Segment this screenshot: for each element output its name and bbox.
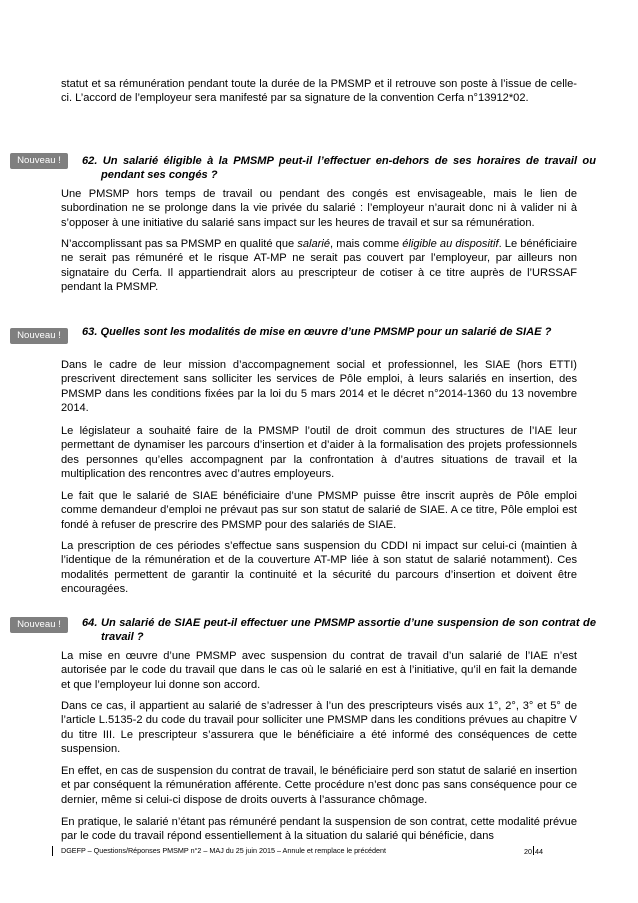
section-63-paragraph-2: Le législateur a souhaité faire de la PMSMP l’outil de droit commun des structures de l’IAE leur permettant de dynamiser les parcours d’insertion et d’aider à la formalisation des projets professionnels des personnes qu’elles accompagnent par la confrontation à d’autres situations de travail et la multiplication des rencontres avec d’autres employeurs. — [61, 425, 577, 481]
section-62-paragraph-2: N’accomplissant pas sa PMSMP en qualité que salarié, mais comme éligible au dispositif. Le bénéficiaire ne serait pas rémunéré et le risque AT-MP ne serait pas couvert par l’employeur, par ailleurs non signataire du Cerfa. Il appartiendrait alors au prescripteur de cotiser à ce titre auprès de l’URSSAF pendant la PMSMP. — [61, 238, 577, 294]
page-total: 44 — [535, 847, 543, 856]
new-badge-62: Nouveau ! — [10, 153, 68, 169]
footer-divider — [533, 846, 534, 855]
section-63-paragraph-4: La prescription de ces périodes s’effectue sans suspension du CDDI ni impact sur celui-ci (maintien à l’identique de la rémunération et de la couverture AT-MP liée à son statut de salarié notamment). Ces modalités permettent de garantir la continuité et la sécurité du parcours d’insertion et doivent être encouragées. — [61, 540, 577, 596]
section-64-paragraph-3: En effet, en cas de suspension du contrat de travail, le bénéficiaire perd son statut de salarié en insertion et par conséquent la rémunération afférente. Cette procédure n’est donc pas sans conséquence pour ce dernier, même si celui-ci dispose de droits ouverts à l’assurance chômage. — [61, 765, 577, 806]
section-62-paragraph-1: Une PMSMP hors temps de travail ou pendant des congés est envisageable, mais le lien de subordination ne se prolonge dans la vie privée du salarié : l’employeur n’aurait donc ni à valider ni à s’opposer à une initiative du salarié sans impact sur les heures de travail et sur sa rémunération. — [61, 188, 577, 229]
section-63-paragraph-1: Dans le cadre de leur mission d’accompagnement social et professionnel, les SIAE (hors ETTI) prescrivent directement sans solliciter les services de Pôle emploi, à leurs salariés en insertion, des PMSMP dans les conditions fixées par la loi du 5 mars 2014 et le décret n°2014-1360 du 13 novembre 2014. — [61, 359, 577, 415]
section-64-paragraph-1: La mise en œuvre d’une PMSMP avec suspension du contrat de travail d’un salarié de l’IAE n’est autorisée par le code du travail que dans le cas où le salarié en est à l’initiative, qu’il en fait la demande et que l’employeur lui donne son accord. — [61, 650, 577, 691]
question-64: 64. Un salarié de SIAE peut-il effectuer une PMSMP assortie d’une suspension de son contrat de travail ? — [82, 617, 596, 644]
emphasis-salarie: salarié — [297, 238, 330, 250]
section-63-paragraph-3: Le fait que le salarié de SIAE bénéficiaire d’une PMSMP puisse être inscrit auprès de Pôle emploi comme demandeur d’emploi ne prévaut pas sur son statut de salarié de SIAE. A ce titre, Pôle emploi est fondé à refuser de prescrire des PMSMP pour des salariés de SIAE. — [61, 490, 577, 531]
new-badge-63: Nouveau ! — [10, 328, 68, 344]
footer-text: DGEFP – Questions/Réponses PMSMP n°2 – MAJ du 25 juin 2015 – Annule et remplace le précédent — [61, 846, 387, 855]
section-64-paragraph-4: En pratique, le salarié n’étant pas rémunéré pendant la suspension de son contrat, cette modalité prévue par le code du travail répond essentiellement à la situation du salarié qui bénéficie, dans — [61, 816, 577, 843]
section-64-paragraph-2: Dans ce cas, il appartient au salarié de s’adresser à l’un des prescripteurs visés aux 1°, 2°, 3° et 5° de l’article L.5135-2 du code du travail pour solliciter une PMSMP dans les conditions prévues au chapitre V du titre III. Le prescripteur s’assurera que le bénéficiaire a été informé des conséquences de cette suspension. — [61, 700, 577, 756]
emphasis-eligible: éligible au dispositif — [402, 238, 499, 250]
footer-left-rule — [52, 846, 53, 856]
page-number — [524, 846, 543, 857]
new-badge-64: Nouveau ! — [10, 617, 68, 633]
question-62: 62. Un salarié éligible à la PMSMP peut-il l’effectuer en-dehors de ses horaires de travail ou pendant ses congés ? — [82, 155, 596, 182]
intro-paragraph: statut et sa rémunération pendant toute la durée de la PMSMP et il retrouve son poste à l’issue de celle-ci. L’accord de l’employeur sera manifesté par sa signature de la convention Cerfa n°13912*02. — [61, 78, 577, 105]
page-current: 20 — [524, 847, 532, 856]
question-63: 63. Quelles sont les modalités de mise en œuvre d’une PMSMP pour un salarié de SIAE ? — [82, 326, 552, 338]
